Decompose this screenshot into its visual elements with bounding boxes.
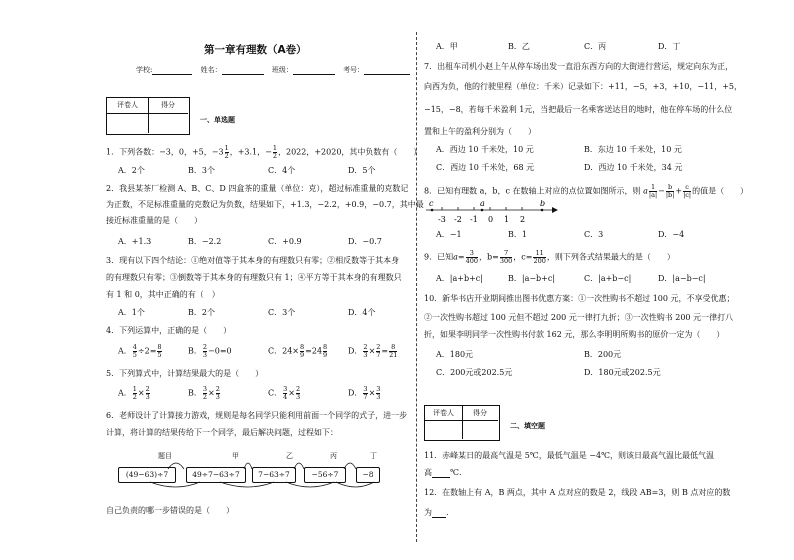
grader-cell-2[interactable] — [425, 421, 463, 439]
tick-1: 1 — [504, 215, 510, 224]
flow-box-bing: −56÷7 — [304, 467, 346, 483]
q3-option-c[interactable]: C．3个 — [268, 308, 296, 317]
q6-line-2: 计算，将计算的结果传给下一个同学，最后解决问题，过程如下： — [106, 428, 338, 437]
school-label: 学校: — [136, 66, 153, 74]
q9-option-b[interactable]: B．|a−b+c| — [508, 274, 556, 283]
q7-option-d[interactable]: D．西边 10 千米处，34 元 — [584, 163, 683, 172]
q4-option-d[interactable]: D． $\frac{2}{3}$ × $\frac{2}{7}$ = $\frac{8}{21}$ — [348, 343, 398, 359]
q9-fraction-a: $\frac{3}{400}$ — [465, 249, 478, 265]
q7-line-4: 置和上午的盈利分别为（ ） — [424, 127, 536, 136]
section-title-single-choice: 一、单选题 — [200, 116, 235, 124]
flow-box-ding: −8 — [356, 467, 380, 483]
grader-cell[interactable] — [107, 114, 149, 133]
q11-line-1: 11．赤峰某日的最高气温是 5℃，最低气温是 −4℃，则该日最高气温比最低气温 — [424, 451, 715, 460]
flow-label-bing: 丙 — [330, 452, 337, 460]
q11-answer-blank[interactable] — [432, 470, 450, 478]
q12-line-2: 为 . — [424, 508, 449, 517]
q2-line-1: 2．我县某茶厂检测 A、B、C、D 四盒茶的重量（单位：克），超过标准重量的克数记 — [106, 184, 409, 193]
q7-option-a[interactable]: A．西边 10 千米处，10 元 — [436, 145, 534, 154]
q9-option-c[interactable]: C．|a+b−c| — [584, 274, 632, 283]
q7-line-3: −15，−8，若每千米盈利 1元，当把最后一名乘客送达目的地时，他在停车场的什么位 — [424, 105, 733, 114]
q5-option-b[interactable]: B． $\frac{3}{2}$ × $\frac{2}{3}$ — [188, 385, 220, 401]
q9-fraction-b: $\frac{7}{300}$ — [499, 249, 513, 265]
q10-line-1: 10．新华书店开业期间推出图书优惠方案：①一次性购书不超过 100 元，不享受优惠； — [424, 294, 735, 303]
q8-stem: 8．已知有理数 a，b，c 在数轴上对应的点位置如图所示，则 a $\frac{1}{|a|}$ − $\frac{b}{|b|}$ + $\frac{c}{|c|}$ 的值是（ ） — [424, 183, 749, 199]
score-table-1 — [106, 97, 190, 135]
page-title: 第一章有理数（A卷） — [204, 44, 307, 56]
class-field[interactable] — [293, 67, 335, 75]
grader-header: 评卷人 — [107, 98, 149, 114]
exam-number-field[interactable] — [364, 67, 410, 75]
letter-a: a — [480, 200, 485, 208]
flow-arrow-7 — [286, 482, 334, 487]
q9-fraction-c: $\frac{11}{200}$ — [533, 249, 546, 265]
q10-option-c[interactable]: C．200元或202.5元 — [436, 368, 513, 377]
student-info-line — [136, 66, 410, 75]
q5-stem: 5．下列算式中，计算结果最大的是（ ） — [106, 369, 264, 378]
q2-option-d[interactable]: D．−0.7 — [348, 237, 382, 246]
q6-option-a[interactable]: A．甲 — [436, 42, 458, 51]
score-table-2 — [424, 405, 500, 441]
q6-option-d[interactable]: D．丁 — [658, 42, 681, 51]
point-a — [481, 209, 484, 212]
q4-option-c[interactable]: C．24× $\frac{8}{9}$ =24 $\frac{8}{9}$ — [268, 343, 328, 359]
q11-line-2: 高 ℃. — [424, 468, 462, 477]
column-divider — [416, 32, 417, 542]
flow-label-jia: 甲 — [232, 452, 239, 460]
tick--1: -1 — [470, 215, 478, 224]
flow-box-jia: 49÷7−63÷7 — [186, 467, 246, 483]
q2-option-c[interactable]: C．+0.9 — [268, 237, 302, 246]
tick--3: -3 — [438, 215, 446, 224]
q8-option-a[interactable]: A．−1 — [436, 230, 462, 239]
q10-option-d[interactable]: D．180元或202.5元 — [584, 368, 661, 377]
q2-line-3: 接近标准重量的是（ ） — [106, 216, 202, 225]
letter-c: c — [429, 200, 434, 208]
q10-line-3: 折，如果李明同学一次性购书付款 162 元，那么李明明所购书的原价一定为（ ） — [424, 330, 725, 339]
flow-label-ding: 丁 — [370, 452, 377, 460]
q7-option-b[interactable]: B．东边 10 千米处，10 元 — [584, 145, 682, 154]
flow-box-yi: 7−63÷7 — [252, 467, 296, 483]
q3-option-d[interactable]: D．4个 — [348, 308, 376, 317]
q7-option-c[interactable]: C．西边 10 千米处，68 元 — [436, 163, 535, 172]
score-header: 得分 — [148, 98, 188, 114]
tick-0: 0 — [488, 215, 494, 224]
q9-option-d[interactable]: D．|a−b−c| — [658, 274, 706, 283]
exam-number-label: 考号： — [343, 66, 365, 74]
flow-arrow-1 — [168, 463, 184, 469]
q2-line-2: 为正数，不足标准重量的克数记为负数，结果如下，+1.3，−2.2，+0.9，−0.7，其中最 — [106, 200, 424, 209]
q7-line-2: 向西为负，他的行驶里程（单位：千米）记录如下：+11，−5，+3，+10，−11，+5， — [424, 82, 743, 91]
q4-option-b[interactable]: B． $\frac{2}{3}$ −0=0 — [188, 343, 232, 359]
flow-arrows — [110, 455, 390, 495]
q3-line-2: 的有理数只有零；③倒数等于其本身的有理数只有 1；④平方等于其本身的有理数只 — [106, 273, 402, 282]
flow-arrow-3 — [294, 463, 304, 469]
q5-option-a[interactable]: A． $\frac{1}{2}$ × $\frac{2}{3}$ — [118, 385, 150, 401]
flow-arrow-2 — [244, 463, 252, 469]
name-field[interactable] — [222, 67, 264, 75]
q8-option-d[interactable]: D．−4 — [658, 230, 685, 239]
q7-line-1: 7．出租车司机小赵上午从停车场出发一直沿东西方向的大街进行营运，规定向东为正， — [424, 62, 734, 71]
q6-line-1: 6．老师设计了计算接力游戏，规则是每名同学只能利用前面一个同学的式子，进一步 — [106, 411, 408, 420]
score-cell[interactable] — [148, 114, 188, 133]
q12-line-1: 12．在数轴上有 A，B 两点，其中 A 点对应的数是 2，线段 AB=3，则 B 点对应的数 — [424, 488, 731, 497]
q1-option-d[interactable]: D．5个 — [348, 166, 376, 175]
q1-fraction-1: $\frac{1}{2}$ — [224, 144, 229, 160]
q12-answer-blank[interactable] — [432, 510, 446, 518]
flow-arrow-6 — [220, 482, 274, 487]
q3-option-a[interactable]: A．1个 — [118, 308, 145, 317]
name-label: 姓名： — [200, 66, 222, 74]
point-b — [541, 209, 544, 212]
q8-option-b[interactable]: B．1 — [508, 230, 527, 239]
q1-option-c[interactable]: C．4个 — [268, 166, 296, 175]
flow-box-topic: (49−63)÷7 — [118, 467, 176, 483]
flow-arrow-4 — [344, 463, 356, 469]
q1-fraction-2: $\frac{1}{2}$ — [272, 144, 277, 160]
q9-option-a[interactable]: A．|a+b+c| — [436, 274, 483, 283]
score-cell-2[interactable] — [462, 421, 498, 439]
q6-option-c[interactable]: C．丙 — [584, 42, 607, 51]
q2-option-a[interactable]: A．+1.3 — [118, 237, 152, 246]
point-c — [431, 209, 434, 212]
q3-line-1: 3．现有以下四个结论：①绝对值等于其本身的有理数只有零；②相反数等于其本身 — [106, 256, 400, 265]
q4-option-a[interactable]: A． $\frac{4}{5}$ ÷2= $\frac{8}{5}$ — [118, 343, 162, 359]
section-title-fill-in: 二、填空题 — [510, 422, 545, 430]
q2-option-b[interactable]: B．−2.2 — [188, 237, 222, 246]
q6-end: 自己负责的哪一步错误的是（ ） — [106, 506, 234, 515]
q1-stem: 1．下列各数：−3，0，+5，−3 $\frac{1}{2}$ ，+3.1，− $\frac{1}{2}$ ，2022，+2020，其中负数有（ ） — [106, 144, 422, 160]
q10-line-2: ②一次性购书超过 100 元但不超过 200 元一律打九折；③一次性购书 200 元一律打八 — [424, 313, 734, 322]
q5-option-c[interactable]: C． $\frac{3}{4}$ × $\frac{2}{3}$ — [268, 385, 301, 401]
number-line — [424, 200, 564, 230]
q4-stem: 4．下列运算中，正确的是（ ） — [106, 326, 232, 335]
q8-option-c[interactable]: C．3 — [584, 230, 604, 239]
number-line-arrow — [552, 207, 558, 213]
score-header-2: 得分 — [462, 406, 498, 421]
q9-stem: 9．已知a= $\frac{3}{400}$ ，b= $\frac{7}{300}$ ，c= $\frac{11}{200}$ ，则下列各式结果最大的是（ ） — [424, 249, 675, 265]
tick-2: 2 — [520, 215, 526, 224]
tick--2: -2 — [454, 215, 462, 224]
q3-option-b[interactable]: B．2个 — [188, 308, 215, 317]
flow-label-yi: 乙 — [286, 452, 293, 460]
q1-option-b[interactable]: B．3个 — [188, 166, 215, 175]
flow-arrow-8 — [336, 482, 374, 487]
flow-label-topic: 题目 — [158, 452, 172, 460]
q1-option-a[interactable]: A．2个 — [118, 166, 145, 175]
q6-option-b[interactable]: B．乙 — [508, 42, 530, 51]
q5-option-d[interactable]: D． $\frac{3}{7}$ × $\frac{3}{3}$ — [348, 385, 381, 401]
school-field[interactable] — [152, 67, 192, 75]
class-label: 班级： — [271, 66, 293, 74]
q10-option-a[interactable]: A．180元 — [436, 350, 474, 359]
flow-arrow-5 — [150, 482, 200, 487]
q3-line-3: 有 1 和 0，其中正确的有（ ） — [106, 290, 220, 299]
grader-header-2: 评卷人 — [425, 406, 463, 421]
q10-option-b[interactable]: B．200元 — [584, 350, 622, 359]
letter-b: b — [540, 200, 546, 208]
